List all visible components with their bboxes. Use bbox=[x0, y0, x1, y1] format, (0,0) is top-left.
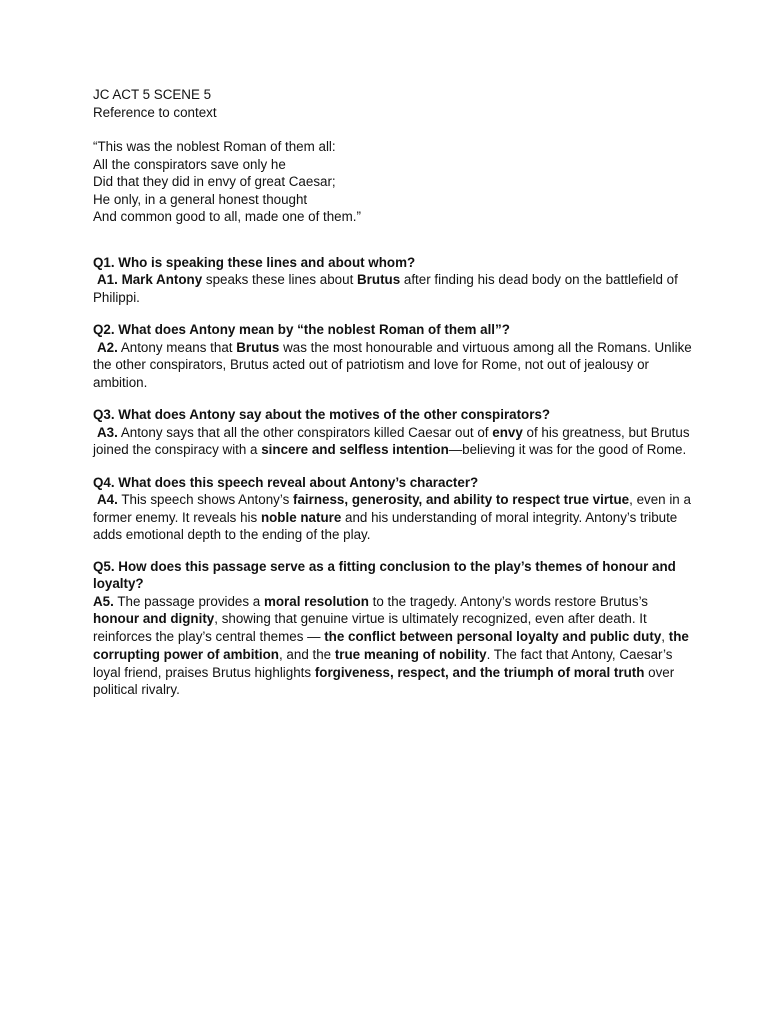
answer-1 bbox=[93, 271, 693, 306]
quote-line: He only, in a general honest thought bbox=[93, 191, 308, 207]
answer-text: This speech shows Antony’s bbox=[117, 492, 294, 507]
answer-text: of his greatness, but Brutus joined the conspiracy with a bbox=[93, 424, 690, 457]
quote-line: “This was the noblest Roman of them all: bbox=[93, 139, 336, 154]
answer-4 bbox=[93, 491, 693, 544]
answer-emphasis: honour and dignity bbox=[93, 611, 215, 627]
answer-text: was the most honourable and virtuous among all the Romans. Unlike the other conspirators, Brutus acted out of patriotism and love for Rome, not out of jealousy or ambition. bbox=[93, 339, 692, 390]
answer-text: , even in a former enemy. It reveals his bbox=[93, 492, 691, 525]
answer-emphasis: Brutus bbox=[357, 272, 401, 287]
answer-5 bbox=[93, 593, 693, 700]
answer-text: The passage provides a bbox=[113, 593, 264, 609]
answer-emphasis: sincere and selfless intention bbox=[261, 442, 449, 457]
quote-line: And common good to all, made one of them.” bbox=[93, 209, 361, 224]
answer-emphasis: A1. bbox=[97, 272, 122, 287]
quote-line: All the conspirators save only he bbox=[93, 156, 286, 172]
answer-emphasis: the corrupting power of ambition bbox=[93, 629, 689, 662]
question-4: Q4. What does this speech reveal about Antony’s character? bbox=[93, 474, 479, 490]
answer-emphasis: fairness, generosity, and ability to respect true virtue bbox=[293, 492, 630, 507]
question-5: Q5. How does this passage serve as a fitting conclusion to the play’s themes of honour and loyalty? bbox=[93, 558, 676, 591]
question-answer-5 bbox=[93, 558, 693, 700]
answer-emphasis: forgiveness, respect, and the triumph of moral truth bbox=[314, 664, 645, 680]
answer-text: , bbox=[661, 629, 669, 645]
question-answer-3 bbox=[93, 406, 693, 459]
answer-emphasis: noble nature bbox=[260, 509, 342, 525]
answer-emphasis: Brutus bbox=[236, 339, 280, 355]
answer-text: —believing it was for the good of Rome. bbox=[448, 442, 687, 457]
document-header bbox=[93, 86, 693, 121]
document-page bbox=[93, 86, 693, 699]
answer-text: . The fact that Antony, Caesar’s loyal friend, praises Brutus highlights bbox=[93, 646, 673, 680]
document-subtitle: Reference to context bbox=[93, 104, 217, 120]
answer-3 bbox=[93, 424, 693, 459]
question-answer-4 bbox=[93, 474, 693, 544]
answer-text: to the tragedy. Antony’s words restore Brutus’s bbox=[368, 593, 649, 609]
quote-line: Did that they did in envy of great Caesar; bbox=[93, 174, 336, 189]
answer-emphasis: A5. bbox=[93, 593, 114, 609]
answer-text: , showing that genuine virtue is ultimately recognized, even after death. It reinforces the play’s central themes — bbox=[93, 611, 647, 645]
answer-emphasis: A4. bbox=[97, 492, 118, 507]
answer-text: speaks these lines about bbox=[202, 272, 358, 287]
answer-emphasis: A3. bbox=[97, 424, 118, 440]
answer-text: Antony says that all the other conspirators killed Caesar out of bbox=[117, 424, 493, 440]
question-answer-1 bbox=[93, 254, 693, 307]
question-answer-2 bbox=[93, 321, 693, 391]
answer-emphasis: the conflict between personal loyalty and public duty bbox=[324, 629, 662, 645]
answer-emphasis: true meaning of nobility bbox=[334, 646, 487, 662]
question-2: Q2. What does Antony mean by “the noblest Roman of them all”? bbox=[93, 322, 510, 337]
answer-text: after finding his dead body on the battlefield of Philippi. bbox=[93, 272, 678, 305]
answer-emphasis: Mark Antony bbox=[121, 272, 203, 287]
question-3: Q3. What does Antony say about the motives of the other conspirators? bbox=[93, 407, 551, 422]
answer-emphasis: moral resolution bbox=[263, 593, 369, 609]
question-1: Q1. Who is speaking these lines and about whom? bbox=[93, 254, 416, 270]
quoted-passage bbox=[93, 138, 693, 226]
document-title: JC ACT 5 SCENE 5 bbox=[93, 87, 212, 102]
answer-text: , and the bbox=[278, 646, 335, 662]
answer-text: Antony means that bbox=[117, 339, 237, 355]
answer-text: and his understanding of moral integrity. Antony’s tribute adds emotional depth to the ending of the play. bbox=[93, 509, 678, 542]
answer-emphasis: envy bbox=[492, 424, 523, 440]
answer-text: over political rivalry. bbox=[93, 664, 675, 698]
answer-2 bbox=[93, 339, 693, 392]
answer-emphasis: A2. bbox=[97, 339, 118, 355]
